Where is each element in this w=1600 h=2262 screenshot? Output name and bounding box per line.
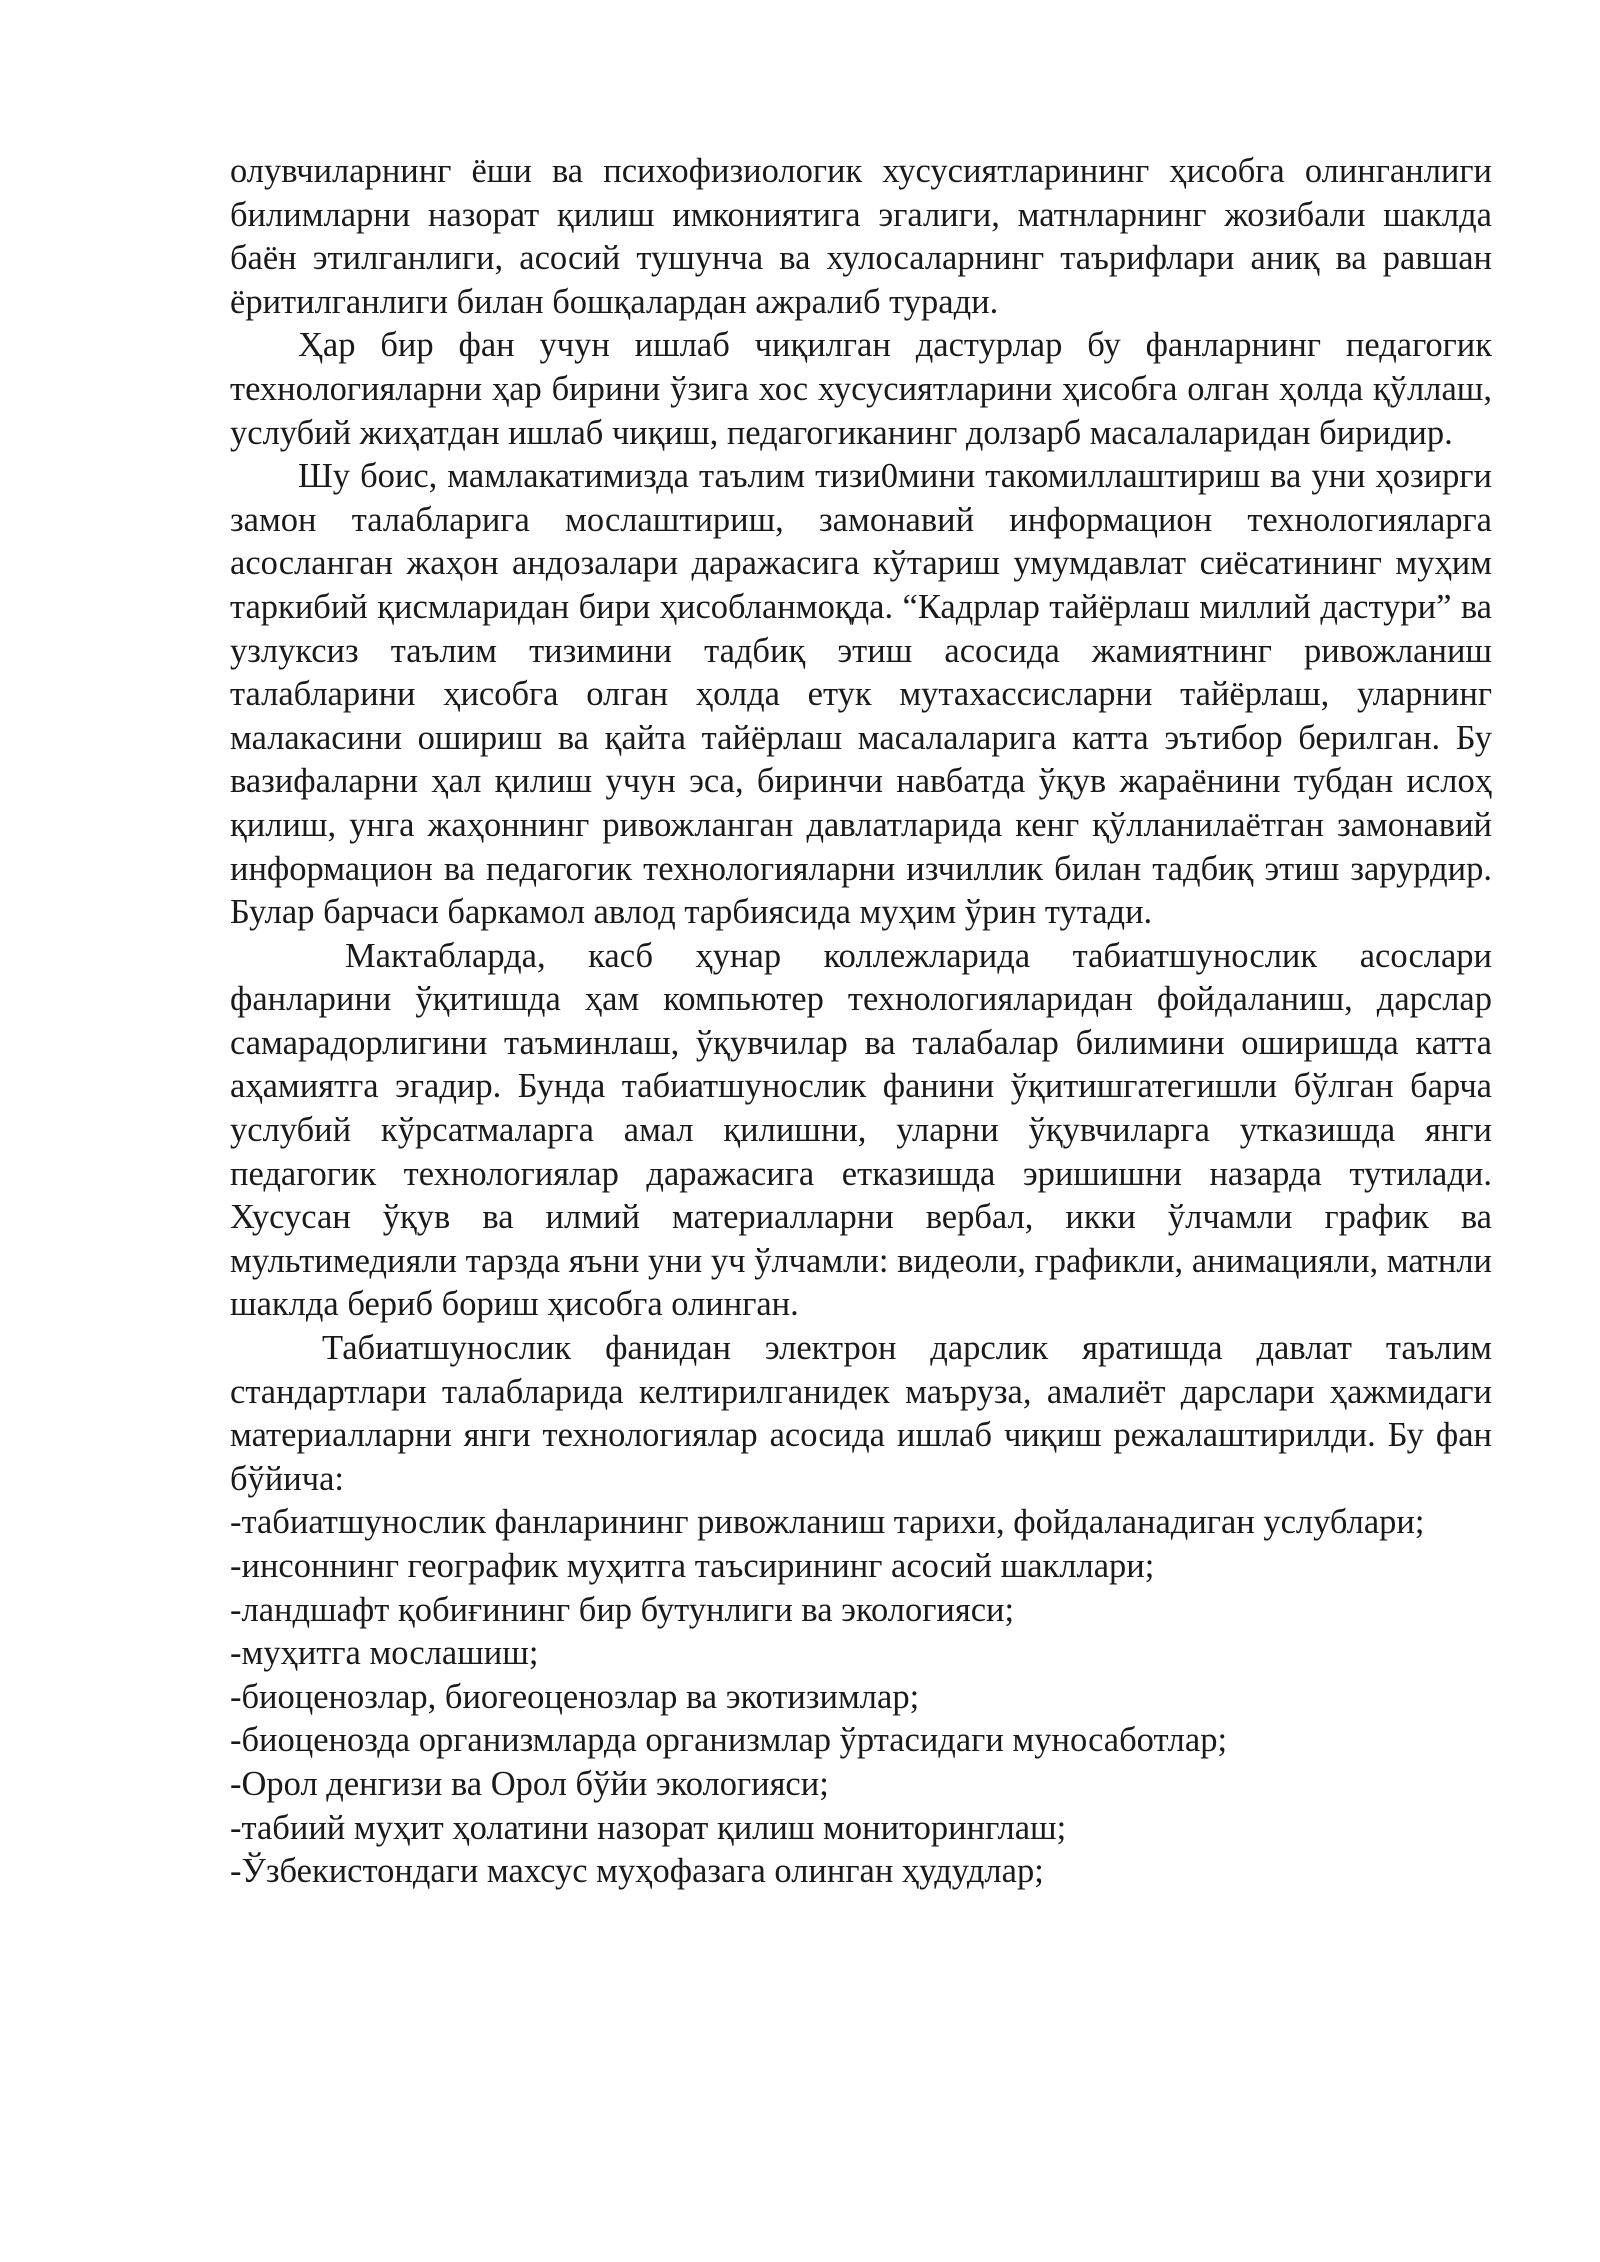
list-item: -биоценозда организмларда организмлар ўртасидаги муносаботлар; xyxy=(230,1721,1228,1760)
list-item: -Орол денгизи ва Орол бўйи экологияси; xyxy=(230,1764,829,1803)
list-item: -биоценозлар, биогеоценозлар ва экотизимлар; xyxy=(230,1677,920,1716)
paragraph-education-system: Шу боис, мамлакатимизда таълим тизи0мини такомиллаштириш ва уни ҳозирги замон талабларига мослаштириш, замонавий информацион технологияларга асосланган жаҳон андозалари даражасига кўтариш умумдавлат сиёсатининг муҳим таркибий қисмларидан бири ҳисобланмоқда. “Кадрлар тайёрлаш миллий дастури” ва узлуксиз таълим тизимини тадбиқ этиш асосида жамиятнинг ривожланиш талабларини ҳисобга олган ҳолда етук мутахассисларни тайёрлаш, уларнинг малакасини ошириш ва қайта тайёрлаш масалаларига катта эътибор берилган. Бу вазифаларни ҳал қилиш учун эса, биринчи навбатда ўқув жараёнини тубдан ислоҳ қилиш, унга жаҳоннинг ривожланган давлатларида кенг қўлланилаётган замонавий информацион ва педагогик технологияларни изчиллик билан тадбиқ этиш зарурдир. Булар барчаси баркамол авлод тарбиясида муҳим ўрин тутади. xyxy=(230,457,1492,932)
list-item: -инсоннинг географик муҳитга таъсирининг асосий шакллари; xyxy=(230,1547,1155,1585)
paragraph-electronic-textbook: Табиатшунослик фанидан электрон дарслик яратишда давлат таълим стандартлари талабларида келтирилганидек маъруза, амалиёт дарслари ҳажмидаги материалларни янги технологиялар асосида ишлаб чиқиш режалаштирилди. Бу фан бўйича: xyxy=(230,1329,1492,1498)
topic-list xyxy=(230,1501,1492,1893)
paragraph-intro: олувчиларнинг ёши ва психофизиологик хусусиятларининг ҳисобга олинганлиги билимларни назорат қилиш имкониятига эгалиги, матнларнинг жозибали шаклда баён этилганлиги, асосий тушунча ва хулосаларнинг таърифлари аниқ ва равшан ёритилганлиги билан бошқалардан ажралиб туради. xyxy=(230,152,1492,321)
list-item: -ландшафт қобиғининг бир бутунлиги ва экологияси; xyxy=(230,1590,1015,1629)
list-item: -табиатшунослик фанларининг ривожланиш тарихи, фойдаланадиган услублари; xyxy=(230,1503,1425,1542)
paragraph-programs: Ҳар бир фан учун ишлаб чиқилган дастурлар бу фанларнинг педагогик технологияларни ҳар бирини ўзига хос хусусиятларини ҳисобга олган ҳолда қўллаш, услубий жиҳатдан ишлаб чиқиш, педагогиканинг долзарб масалаларидан биридир. xyxy=(230,326,1492,452)
document-page xyxy=(230,150,1492,1894)
list-item: -муҳитга мослашиш; xyxy=(230,1634,539,1673)
list-item: -Ўзбекистондаги махсус муҳофазага олинган ҳудудлар; xyxy=(230,1852,1044,1891)
paragraph-schools: Мактабларда, касб ҳунар коллежларида табиатшунослик асослари фанларини ўқитишда ҳам компьютер технологияларидан фойдаланиш, дарслар самарадорлигини таъминлаш, ўқувчилар ва талабалар билимини оширишда катта аҳамиятга эгадир. Бунда табиатшунослик фанини ўқитишгатегишли бўлган барча услубий кўрсатмаларга амал қилишни, уларни ўқувчиларга утказишда янги педагогик технологиялар даражасига етказишда эришишни назарда тутилади. Хусусан ўқув ва илмий материалларни вербал, икки ўлчамли график ва мультимедияли тарзда яъни уни уч ўлчамли: видеоли, графикли, анимацияли, матнли шаклда бериб бориш ҳисобга олинган. xyxy=(230,936,1492,1324)
list-item: -табиий муҳит ҳолатини назорат қилиш мониторинглаш; xyxy=(230,1808,1067,1847)
